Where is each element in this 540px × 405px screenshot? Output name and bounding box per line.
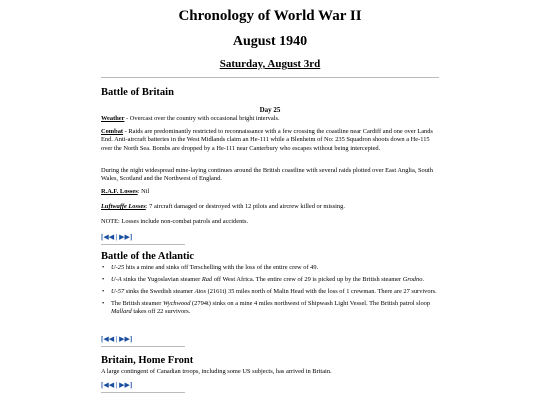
- losses-note: NOTE: Losses include non-combat patrols and accidents.: [101, 218, 249, 225]
- divider: [101, 244, 185, 245]
- divider: [101, 346, 185, 347]
- next-day-icon[interactable]: ▶▶]: [119, 233, 133, 241]
- previous-day-icon[interactable]: [◀◀: [101, 233, 115, 241]
- list-item-em: Grodno: [402, 275, 423, 283]
- nav-separator: |: [115, 335, 118, 343]
- list-item-text: (2794t) sinks on a mine 4 miles northwest of Shipwash Light Vessel. The British patrol sloop: [190, 299, 431, 307]
- weather-text: - Overcast over the country with occasional bright intervals.: [124, 115, 280, 122]
- nav-bar: [101, 334, 132, 343]
- combat-paragraph: [101, 128, 439, 153]
- section-heading-home-front: Britain, Home Front: [101, 355, 194, 366]
- list-item: [101, 264, 439, 272]
- list-item-em: U-25: [111, 264, 125, 271]
- list-item-text: sinks the Yugoslavian steamer: [121, 275, 202, 283]
- home-front-paragraph: A large contingent of Canadian troops, including some US subjects, has arrived in Britain.: [101, 368, 332, 375]
- section-heading-battle-of-britain: Battle of Britain: [101, 87, 174, 98]
- weather-link[interactable]: Weather: [101, 115, 125, 122]
- list-item-text: .: [422, 275, 425, 283]
- mine-laying-paragraph: During the night widespread mine-laying continues around the British coastline with several raids plotted over East Anglia, South Wales, Scotland and the Northwest of England.: [101, 167, 433, 183]
- nav-separator: |: [115, 233, 118, 241]
- list-item-em: Mallard: [111, 308, 132, 316]
- previous-day-icon[interactable]: [◀◀: [101, 335, 115, 343]
- list-item-em: Wychwood: [163, 299, 191, 307]
- combat-text: - Raids are predominantly restricted to reconnaissance with a few crossing the coastline near Cardiff and one over Lands End. Anti-aircraft batteries in the West Midlands claim an He-111 while a Blenheim of No: 235 Squadron shoots down a He-115 over the North Sea. Bombs are dropped by a He-111 near Canterbury who escapes without being intercepted.: [101, 128, 433, 152]
- weather-paragraph: [101, 115, 439, 123]
- luftwaffe-losses-text: : 7 aircraft damaged or destroyed with 12 pilots and aircrew killed or missing.: [145, 203, 345, 210]
- list-item-em: Rad: [201, 275, 213, 283]
- site-title: Chronology of World War II: [178, 8, 362, 24]
- nav-separator: |: [115, 381, 118, 389]
- raf-losses-paragraph: [101, 188, 439, 196]
- combat-link[interactable]: Combat: [101, 128, 124, 135]
- nav-bar: [101, 232, 132, 241]
- previous-day-icon[interactable]: [◀◀: [101, 381, 115, 389]
- month-title: August 1940: [232, 34, 308, 49]
- divider: [101, 77, 439, 78]
- list-item-text: sinks the Swedish steamer: [124, 287, 195, 295]
- section-heading-battle-of-the-atlantic: Battle of the Atlantic: [101, 251, 195, 262]
- list-item-em: U-57: [111, 287, 125, 295]
- date-title: Saturday, August 3rd: [219, 58, 321, 70]
- day-number: Day 25: [259, 106, 281, 114]
- list-item-text: takes off 22 survivors.: [131, 308, 191, 316]
- divider: [101, 392, 185, 393]
- list-item: [101, 276, 439, 284]
- next-day-icon[interactable]: ▶▶]: [119, 381, 133, 389]
- list-item: [101, 300, 439, 317]
- list-item-em: Atos: [194, 287, 206, 295]
- luftwaffe-losses-paragraph: [101, 203, 439, 211]
- atlantic-list: [101, 264, 439, 320]
- list-item-text: off West Africa. The entire crew of 29 is picked up by the British steamer: [212, 275, 403, 283]
- raf-losses-link[interactable]: R.A.F. Losses: [101, 188, 138, 195]
- list-item: [101, 288, 439, 296]
- list-item-text: (2161t) 35 miles north of Malin Head with the loss of 1 crewman. There are 27 survivors.: [205, 287, 437, 295]
- next-day-icon[interactable]: ▶▶]: [119, 335, 133, 343]
- list-item-text: The British steamer: [111, 299, 163, 307]
- luftwaffe-losses-link[interactable]: Luftwaffe Losses: [101, 203, 146, 210]
- list-item-em: U-A: [111, 275, 122, 283]
- nav-bar: [101, 380, 132, 389]
- raf-losses-text: : Nil: [137, 188, 150, 195]
- list-item-text: hits a mine and sinks off Terschelling with the loss of the entire crew of 49.: [124, 264, 319, 271]
